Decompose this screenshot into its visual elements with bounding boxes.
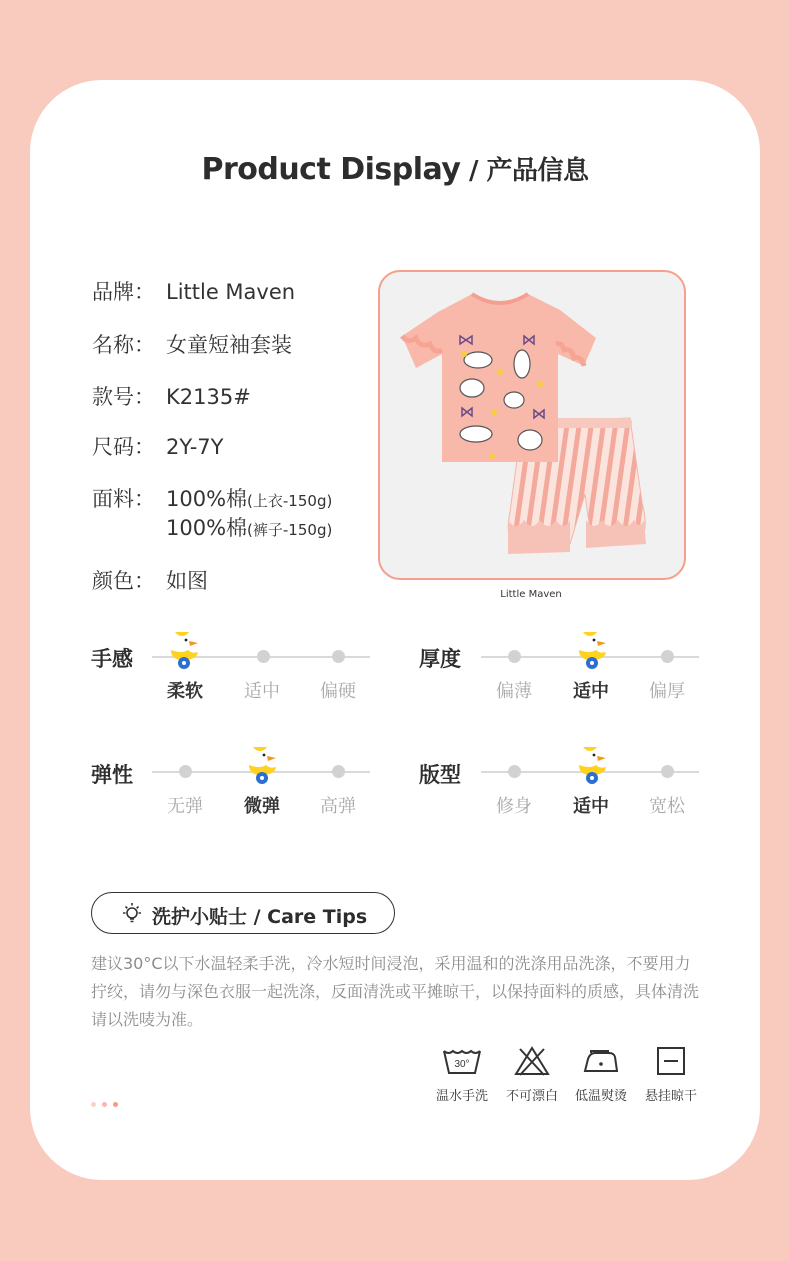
info-fabric: [92, 483, 332, 513]
name-value: 女童短袖套装: [166, 333, 292, 357]
size-value: 2Y-7Y: [166, 435, 224, 459]
care-tips-header: [91, 892, 395, 934]
scale-label-feel: 手感: [91, 647, 133, 671]
care-tips-body: 建议30°C以下水温轻柔手洗，冷水短时间浸泡，采用温和的洗涤用品洗涤，不要用力拧绞，请勿与深色衣服一起洗涤，反面清洗或平摊晾干，以保持面料的质感，具体清洗请以洗唛为准。: [91, 954, 700, 1029]
care-label-wash: 温水手洗: [435, 1089, 488, 1104]
page-dot: [102, 1102, 107, 1107]
option-thickness-1: 适中: [573, 681, 609, 702]
low-iron-icon: [581, 1045, 621, 1077]
info-brand: [92, 276, 295, 306]
lightbulb-icon: [120, 901, 144, 925]
fabric-bottom-value: 100%棉: [166, 516, 248, 540]
scale-dot: [508, 765, 521, 778]
option-feel-0: 柔软: [167, 681, 203, 702]
brand-key: 品牌：: [92, 280, 155, 304]
care-iron: [566, 1045, 636, 1104]
no-bleach-icon: [514, 1045, 550, 1077]
product-photo: [378, 270, 686, 580]
scale-dot: [508, 650, 521, 663]
pagination-dots: [91, 1092, 124, 1111]
outfit-illustration: [380, 272, 684, 578]
fabric-key: 面料：: [92, 487, 155, 511]
duck-marker-icon: [246, 747, 280, 785]
scale-label-thickness: 厚度: [419, 647, 461, 671]
care-dry: [636, 1045, 706, 1104]
info-size: [92, 431, 223, 461]
fabric-top-value: 100%棉: [166, 487, 248, 511]
title-en: Product Display: [201, 152, 461, 187]
scale-dot: [661, 650, 674, 663]
scale-dot: [661, 765, 674, 778]
duck-marker-icon: [168, 632, 202, 670]
fabric-top-note: (上衣-150g): [247, 492, 333, 510]
scale-dot: [332, 650, 345, 663]
info-name: [92, 329, 292, 359]
wash-temp-badge: 30°: [454, 1059, 470, 1070]
info-color: [92, 565, 208, 595]
fabric-bottom: [166, 512, 332, 542]
title-cn: / 产品信息: [460, 156, 589, 186]
option-elasticity-1: 微弹: [244, 796, 280, 817]
photo-caption: Little Maven: [500, 589, 562, 600]
duck-marker-icon: [576, 632, 610, 670]
info-style: [92, 381, 251, 411]
brand-value: Little Maven: [166, 280, 296, 304]
option-thickness-2: 偏厚: [649, 681, 685, 702]
color-key: 颜色：: [92, 569, 155, 593]
option-thickness-0: 偏薄: [496, 681, 532, 702]
fabric-bottom-note: (裤子-150g): [247, 521, 333, 539]
care-label-dry: 悬挂晾干: [644, 1089, 697, 1104]
care-wash: [427, 1045, 497, 1104]
option-fit-2: 宽松: [649, 796, 685, 817]
page-dot: [113, 1102, 118, 1107]
option-feel-1: 适中: [244, 681, 280, 702]
duck-marker-icon: [576, 747, 610, 785]
size-key: 尺码：: [92, 435, 155, 459]
name-key: 名称：: [92, 333, 155, 357]
scale-dot: [179, 765, 192, 778]
color-value: 如图: [166, 569, 208, 593]
page-dot: [91, 1102, 96, 1107]
option-elasticity-2: 高弹: [320, 796, 356, 817]
option-elasticity-0: 无弹: [167, 796, 203, 817]
scale-label-fit: 版型: [419, 763, 461, 787]
hang-dry-icon: [655, 1045, 687, 1077]
care-tips-title: 洗护小贴士 / Care Tips: [152, 906, 368, 928]
option-feel-2: 偏硬: [320, 681, 356, 702]
option-fit-1: 适中: [573, 796, 609, 817]
care-bleach: [497, 1045, 567, 1104]
option-fit-0: 修身: [496, 796, 532, 817]
page-title: [0, 150, 790, 187]
wash-30-icon: [442, 1045, 482, 1077]
care-label-iron: 低温熨烫: [574, 1089, 627, 1104]
scale-label-elasticity: 弹性: [91, 763, 133, 787]
scale-dot: [332, 765, 345, 778]
style-key: 款号：: [92, 385, 155, 409]
scale-dot: [257, 650, 270, 663]
care-label-bleach: 不可漂白: [505, 1089, 558, 1104]
style-value: K2135#: [166, 385, 251, 409]
